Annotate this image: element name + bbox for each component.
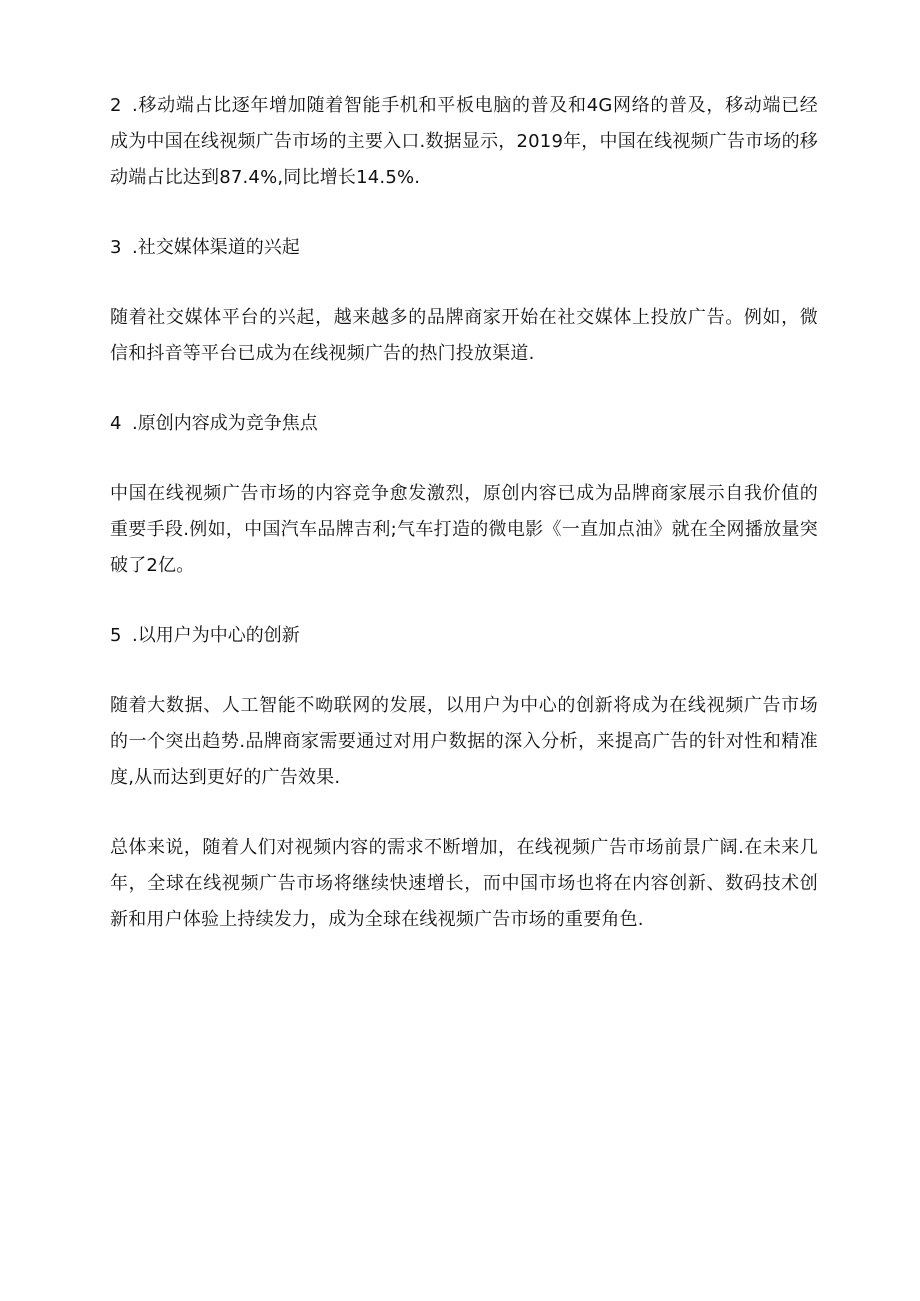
- section-2-paragraph: [110, 88, 818, 196]
- conclusion-paragraph: 总体来说，随着人们对视频内容的需求不断增加，在线视频广告市场前景广阔.在未来几年，全球在线视频广告市场将继续快速增长，而中国市场也将在内容创新、数码技术创新和用户体验上持续发力，成为全球在线视频广告市场的重要角色.: [110, 837, 818, 930]
- section-3-heading: [110, 230, 818, 266]
- section-4-title: .原创内容成为竞争焦点: [132, 413, 318, 434]
- section-5-body: 随着大数据、人工智能不呦联网的发展，以用户为中心的创新将成为在线视频广告市场的一个突出趋势.品牌商家需要通过对用户数据的深入分析，来提高广告的针对性和精准度,从而达到更好的广告效果.: [110, 695, 818, 788]
- section-4-body: 中国在线视频广告市场的内容竞争愈发激烈，原创内容已成为品牌商家展示自我价值的重要手段.例如，中国汽车品牌吉利;气车打造的微电影《一直加点油》就在全网播放量突破了2亿。: [110, 483, 818, 576]
- section-2-text: .移动端占比逐年增加随着智能手机和平板电脑的普及和4G网络的普及，移动端已经成为中国在线视频广告市场的主要入口.数据显示，2019年，中国在线视频广告市场的移动端占比达到87.4%,同比增长14.5%.: [110, 95, 818, 188]
- section-5-heading: [110, 618, 818, 654]
- section-number: 2: [110, 95, 122, 116]
- section-5-title: .以用户为中心的创新: [132, 625, 300, 646]
- section-number: 3: [110, 237, 122, 258]
- section-number: 4: [110, 413, 122, 434]
- section-3-title: .社交媒体渠道的兴起: [132, 237, 300, 258]
- section-4-heading: [110, 406, 818, 442]
- document-page: [110, 88, 818, 938]
- section-number: 5: [110, 625, 122, 646]
- section-3-body: 随着社交媒体平台的兴起，越来越多的品牌商家开始在社交媒体上投放广告。例如，微信和抖音等平台已成为在线视频广告的热门投放渠道.: [110, 307, 818, 364]
